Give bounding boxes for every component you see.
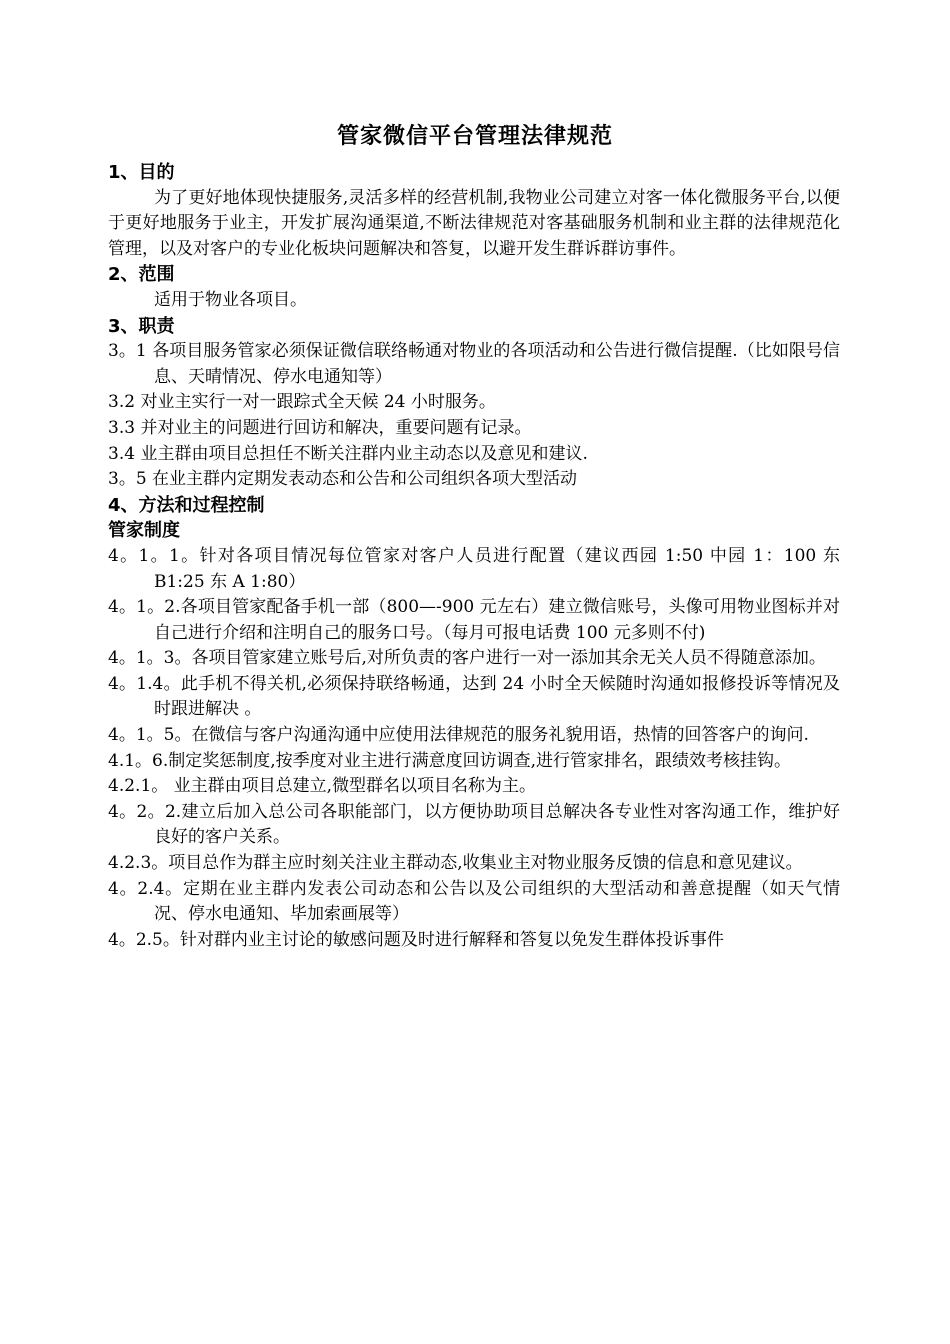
duty-item: 3.4 业主群由项目总担任不断关注群内业主动态以及意见和建议. <box>108 443 588 464</box>
rule-item: 4。2。2.建立后加入总公司各职能部门，以方便协助项目总解决各专业性对客沟通工作，维护好良好的客户关系。 <box>108 801 840 848</box>
rule-item: 4。1。3。各项目管家建立账号后,对所负责的客户进行一对一添加其余无关人员不得随意添加。 <box>108 648 826 669</box>
scope-paragraph: 适用于物业各项目。 <box>154 289 307 310</box>
rule-item: 4。2.4。定期在业主群内发表公司动态和公告以及公司组织的大型活动和善意提醒（如天气情况、停水电通知、毕加索画展等） <box>108 878 840 925</box>
section-heading-purpose: 1、目的 <box>108 162 175 183</box>
rule-item: 4.2.3。项目总作为群主应时刻关注业主群动态,收集业主对物业服务反馈的信息和意见建议。 <box>108 853 803 874</box>
document-title: 管家微信平台管理法律规范 <box>336 124 613 149</box>
rule-item: 4。1。5。在微信与客户沟通沟通中应使用法律规范的服务礼貌用语，热情的回答客户的询问. <box>108 725 809 746</box>
rule-item: 4。1。2.各项目管家配备手机一部（800—-900 元左右）建立微信账号，头像可用物业图标并对自己进行介绍和注明自己的服务口号。（每月可报电话费 100 元多则不付) <box>108 597 840 643</box>
rule-item: 4.2.1。 业主群由项目总建立,微型群名以项目名称为主。 <box>108 776 537 797</box>
purpose-paragraph: 为了更好地体现快捷服务,灵活多样的经营机制,我物业公司建立对客一体化微服务平台,以便于更好地服务于业主，开发扩展沟通渠道,不断法律规范对客基础服务机制和业主群的法律规范化管理，以及对客户的专业化板块问题解决和答复，以避开发生群诉群访事件。 <box>108 187 840 259</box>
duty-item: 3。1 各项目服务管家必须保证微信联络畅通对物业的各项活动和公告进行微信提醒.（比如限号信息、天晴情况、停水电通知等） <box>108 341 841 387</box>
duty-item: 3。5 在业主群内定期发表动态和公告和公司组织各项大型活动 <box>108 469 578 490</box>
duty-item: 3.2 对业主实行一对一跟踪式全天候 24 小时服务。 <box>108 392 496 413</box>
rule-item: 4。2.5。针对群内业主讨论的敏感问题及时进行解释和答复以免发生群体投诉事件 <box>108 929 724 950</box>
rule-item: 4.1。6.制定奖惩制度,按季度对业主进行满意度回访调查,进行管家排名，跟绩效考核挂钩。 <box>108 750 792 771</box>
rule-item: 4。1.4。此手机不得关机,必须保持联络畅通，达到 24 小时全天候随时沟通如报修投诉等情况及时跟进解决 。 <box>108 673 840 720</box>
subsection-heading-system: 管家制度 <box>108 520 180 542</box>
section-heading-method: 4、方法和过程控制 <box>108 494 265 516</box>
section-heading-duties: 3、职责 <box>108 315 175 337</box>
rule-item: 4。1。1。针对各项目情况每位管家对客户人员进行配置（建议西园 1:50 中园 1：100 东 B1:25 东 A 1:80） <box>108 545 840 592</box>
duty-item: 3.3 并对业主的问题进行回访和解决，重要问题有记录。 <box>108 417 532 438</box>
document-body <box>108 160 840 953</box>
section-heading-scope: 2、范围 <box>108 264 175 286</box>
